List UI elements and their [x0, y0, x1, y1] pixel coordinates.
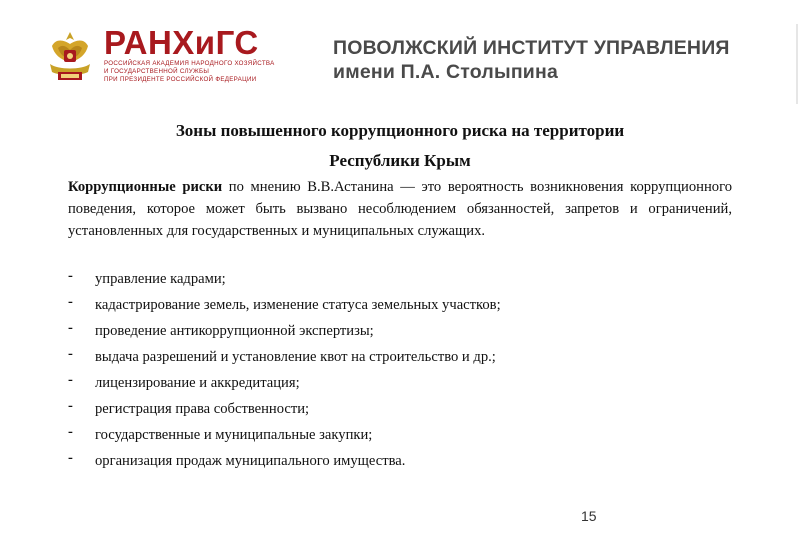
list-item-text: управление кадрами;	[95, 271, 226, 287]
institute-name-line1: ПОВОЛЖСКИЙ ИНСТИТУТ УПРАВЛЕНИЯ	[333, 37, 730, 59]
bullet-marker: -	[68, 346, 73, 362]
list-item	[68, 318, 748, 344]
list-item-text: государственные и муниципальные закупки;	[95, 427, 373, 443]
list-item	[68, 422, 748, 448]
bullet-marker: -	[68, 320, 73, 336]
slide-title	[60, 116, 740, 176]
list-item-text: организация продаж муниципального имущества.	[95, 453, 406, 469]
list-item-text: лицензирование и аккредитация;	[95, 375, 300, 391]
logo-subtitle-line: ПРИ ПРЕЗИДЕНТЕ РОССИЙСКОЙ ФЕДЕРАЦИИ	[104, 76, 257, 83]
logo-subtitle-line: РОССИЙСКАЯ АКАДЕМИЯ НАРОДНОГО ХОЗЯЙСТВА	[104, 60, 275, 67]
list-item	[68, 370, 748, 396]
list-item-text: кадастрирование земель, изменение статуса земельных участков;	[95, 297, 501, 313]
list-item	[68, 448, 748, 474]
definition-term: Коррупционные риски	[68, 179, 223, 195]
slide-header	[0, 0, 800, 110]
bullet-marker: -	[68, 294, 73, 310]
slide-title-line2: Республики Крым	[329, 151, 471, 170]
list-item	[68, 292, 748, 318]
logo-subtitle-line: И ГОСУДАРСТВЕННОЙ СЛУЖБЫ	[104, 68, 210, 75]
bullet-marker: -	[68, 372, 73, 388]
list-item	[68, 344, 748, 370]
bullet-marker: -	[68, 398, 73, 414]
list-item-text: проведение антикоррупционной экспертизы;	[95, 323, 374, 339]
list-item	[68, 266, 748, 292]
definition-text: по мнению В.В.Астанина — это вероятность возникновения коррупционного поведения, которое может быть вызвано несоблюдением обязанностей, запретов и ограничений, установленных для государственных и муниципальных служащих.	[68, 179, 732, 239]
list-item	[68, 396, 748, 422]
logo-subtitle	[104, 60, 275, 84]
list-item-text: выдача разрешений и установление квот на строительство и др.;	[95, 349, 496, 365]
definition-paragraph	[68, 176, 732, 242]
header-divider	[796, 24, 798, 104]
institute-name-line2: имени П.А. Столыпина	[333, 61, 559, 83]
academy-emblem-icon	[44, 28, 96, 84]
institute-name	[333, 36, 730, 84]
list-item-text: регистрация права собственности;	[95, 401, 310, 417]
bullet-marker: -	[68, 424, 73, 440]
bullet-marker: -	[68, 268, 73, 284]
bullet-marker: -	[68, 450, 73, 466]
slide-title-line1: Зоны повышенного коррупционного риска на территории	[175, 121, 625, 140]
page-number: 15	[581, 508, 597, 524]
logo-wordmark: РАНХиГС	[104, 24, 259, 61]
risk-zone-list	[68, 266, 748, 474]
